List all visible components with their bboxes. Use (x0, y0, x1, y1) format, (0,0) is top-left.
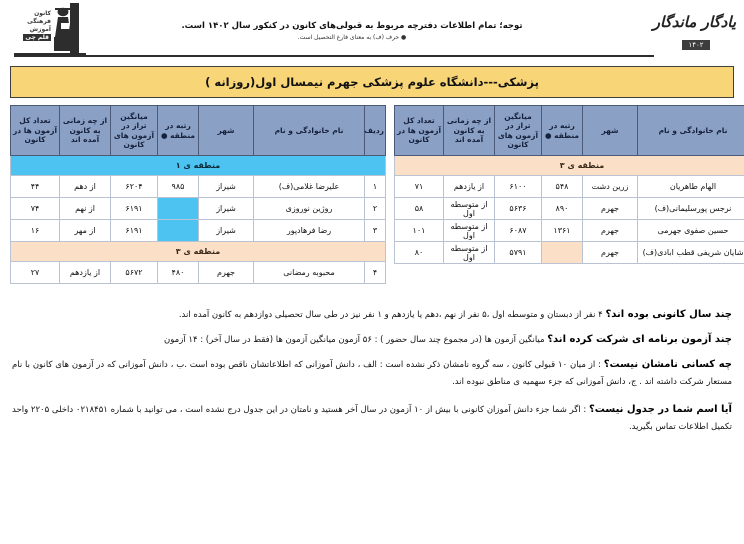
col-header-count: تعداد کل آزمون ها در کانون (11, 106, 60, 156)
table-row (11, 198, 386, 220)
cell-avg: ۶۲۰۴ (111, 176, 158, 198)
col-header-rank: رتبه در منطقه ● (542, 106, 583, 156)
logo-word-3: آموزش (29, 26, 51, 33)
table-row (395, 198, 744, 220)
col-header-avg: میانگین تراز در آزمون های کانون (111, 106, 158, 156)
faq-item (12, 306, 732, 324)
faq-item (12, 331, 732, 349)
col-header-radif: ردیف (365, 106, 386, 156)
header-row (395, 106, 744, 156)
cell-since: از متوسطه اول (444, 198, 495, 220)
cell-count: ۸۰ (395, 242, 444, 264)
faq-item (12, 401, 732, 436)
cell-name: الهام طاهریان (638, 176, 744, 198)
table-row (395, 176, 744, 198)
region-label: منطقه ی ۳ (11, 242, 386, 262)
cell-since: از یازدهم (60, 262, 111, 284)
cell-radif: ۲ (365, 198, 386, 220)
cell-since: از یازدهم (444, 176, 495, 198)
col-header-since: از چه زمانی به کانون آمده اند (60, 106, 111, 156)
page-title: پزشکی---دانشگاه علوم پزشکی جهرم نیمسال اول(روزانه ) (205, 75, 539, 89)
cell-since: از مهر (60, 220, 111, 242)
col-header-city: شهر (583, 106, 638, 156)
header-note-main: توجه؛ تمام اطلاعات دفترچه مربوط به قبولی‌های کانون در کنکور سال ۱۴۰۲ است. (181, 21, 523, 31)
region-header-row (395, 156, 744, 176)
col-header-avg: میانگین تراز در آزمون های کانون (495, 106, 542, 156)
faq-question: چند آزمون برنامه ای شرکت کرده اند؟ (547, 334, 732, 345)
tables-area (10, 105, 744, 284)
region-label: منطقه ی ۳ (395, 156, 744, 176)
col-header-since: از چه زمانی به کانون آمده اند (444, 106, 495, 156)
header-note (100, 20, 604, 42)
cell-radif: ۳ (365, 220, 386, 242)
faq-question: آیا اسم شما در جدول نیست؟ (589, 404, 732, 415)
logo-word-2: فرهنگی (27, 18, 51, 25)
cell-count: ۱۰۱ (395, 220, 444, 242)
table-body-right (11, 156, 386, 284)
region-header-row (11, 242, 386, 262)
cell-name: نرجس پورسلیمانی(ف) (638, 198, 744, 220)
kanoon-logo (14, 3, 82, 55)
cell-radif: ۱ (365, 176, 386, 198)
cell-city: جهرم (583, 220, 638, 242)
admits-table-left (394, 105, 744, 264)
faq-question: چه کسانی نامشان نیست؟ (603, 359, 732, 370)
col-header-name: نام خانوادگی و نام (254, 106, 365, 156)
table-row (11, 176, 386, 198)
region-label: منطقه ی ۱ (11, 156, 386, 176)
header-note-sub: ● حرف (ف) به معنای فارغ التحصیل است. (297, 34, 407, 41)
cell-since: از متوسطه اول (444, 242, 495, 264)
faq-answer: : اگر شما جزء دانش آموزان کانونی با بیش از ۱۰ آزمون در سال آخر هستید و نامتان در این جدول درج نشده است ، می توانید با شماره ۰۲۱۸۴۵۱ داخلی ۲۲۰۵ واحد تکمیل اطلاعات تماس بگیرید. (12, 405, 732, 432)
cell-name: روژین نوروزی (254, 198, 365, 220)
brand-name: یادگار ماندگار (652, 13, 736, 31)
page-title-banner (10, 66, 734, 98)
cell-avg: ۶۰۸۷ (495, 220, 542, 242)
brand-year-badge: ۱۴۰۲ (682, 40, 709, 50)
cell-rank (542, 242, 583, 264)
cell-avg: ۶۱۹۱ (111, 198, 158, 220)
table-row (395, 220, 744, 242)
cell-avg: ۵۷۹۱ (495, 242, 542, 264)
faq-answer: ۴ نفر از دبستان و متوسطه اول ،۵ نفر از نهم ،دهم یا یازدهم و ۱ نفر نیز در طی سال تحصیلی دوازدهم به کانون آمده اند. (178, 310, 606, 320)
faq-section (12, 306, 732, 436)
cell-rank: ۸۹۰ (542, 198, 583, 220)
cell-city: جهرم (583, 242, 638, 264)
cell-name: علیرضا غلامی(ف) (254, 176, 365, 198)
cell-count: ۷۱ (395, 176, 444, 198)
faq-item (12, 356, 732, 391)
cell-rank: ۱۳۶۱ (542, 220, 583, 242)
table-body-left (395, 156, 744, 264)
cell-city: شیراز (199, 198, 254, 220)
cell-name: حسین صفوی جهرمی (638, 220, 744, 242)
table-head (395, 106, 744, 156)
table-row (11, 220, 386, 242)
logo-word-4: قلم چی (25, 34, 49, 41)
cell-city: جهرم (583, 198, 638, 220)
col-header-rank: رتبه در منطقه ● (158, 106, 199, 156)
cell-avg: ۵۶۷۲ (111, 262, 158, 284)
cell-rank: ۹۸۵ (158, 176, 199, 198)
cell-avg: ۶۱۹۱ (111, 220, 158, 242)
graduate-figure-icon (52, 3, 82, 53)
cell-rank: ۵۴۸ (542, 176, 583, 198)
admits-table-right (10, 105, 386, 284)
cell-count: ۴۴ (11, 176, 60, 198)
cell-since: از متوسطه اول (444, 220, 495, 242)
faq-answer: : از میان ۱۰ قبولی کانون ، سه گروه نامشان ذکر نشده است : الف ، دانش آموزانی که اطلاعاتشان ناقص بوده است .ب ، دانش آموزانی که در آزمون های کانون با نام مستعار شرکت داشته اند . ج، دانش آموزانی که جزء سهمیه ی مناطق نبوده اند. (12, 360, 732, 387)
cell-rank (158, 220, 199, 242)
region-header-row (11, 156, 386, 176)
cell-count: ۲۷ (11, 262, 60, 284)
faq-answer: میانگین آزمون ها (در مجموع چند سال حضور ) : ۵۶ آزمون میانگین آزمون ها (فقط در سال آخر) : ۱۴ آزمون (164, 335, 548, 345)
logo-word-1: کانون (34, 10, 51, 17)
cell-name: شایان شریفی قطب ابادی(ف) (638, 242, 744, 264)
cell-rank: ۴۸۰ (158, 262, 199, 284)
table-head (11, 106, 386, 156)
cell-avg: ۶۱۰۰ (495, 176, 542, 198)
cell-name: محبوبه رمضانی (254, 262, 365, 284)
cell-city: شیراز (199, 176, 254, 198)
page-header (0, 0, 744, 58)
faq-question: چند سال کانونی بوده اند؟ (605, 309, 732, 320)
header-row (11, 106, 386, 156)
col-header-count: تعداد کل آزمون ها در کانون (395, 106, 444, 156)
cell-since: از نهم (60, 198, 111, 220)
brand-logo (652, 12, 736, 51)
cell-city: شیراز (199, 220, 254, 242)
cell-city: زرین دشت (583, 176, 638, 198)
col-header-name: نام خانوادگی و نام (638, 106, 744, 156)
cell-avg: ۵۶۳۶ (495, 198, 542, 220)
col-header-city: شهر (199, 106, 254, 156)
cell-count: ۱۶ (11, 220, 60, 242)
header-divider (14, 55, 654, 57)
cell-radif: ۴ (365, 262, 386, 284)
cell-count: ۵۸ (395, 198, 444, 220)
table-row (11, 262, 386, 284)
cell-name: رضا فرهادپور (254, 220, 365, 242)
cell-city: جهرم (199, 262, 254, 284)
cell-since: از دهم (60, 176, 111, 198)
logo-underline (14, 53, 86, 57)
cell-rank (158, 198, 199, 220)
table-row (395, 242, 744, 264)
cell-count: ۷۴ (11, 198, 60, 220)
